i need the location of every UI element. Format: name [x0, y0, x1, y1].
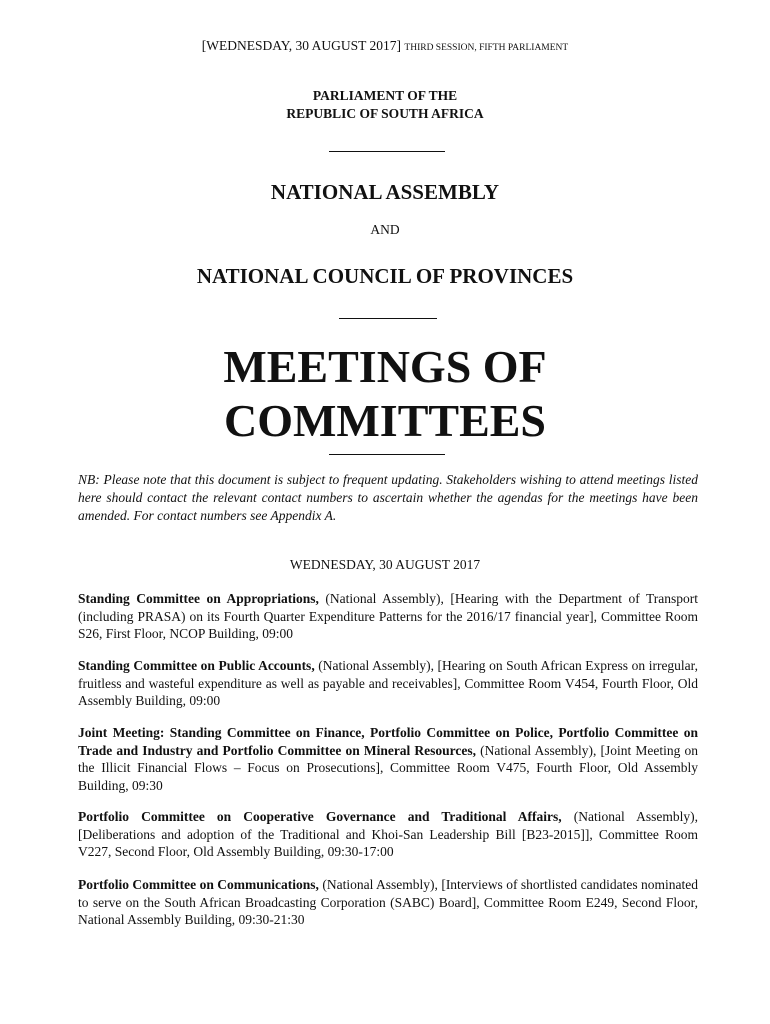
- house-title-ncop: NATIONAL COUNCIL OF PROVINCES: [196, 264, 574, 288]
- updating-notice: NB: Please note that this document is subject to frequent updating. Stakeholders wishing to attend meetings listed here should contact the relevant contact numbers to ascertain whether the agendas for the meetings have been amended. For contact numbers see Appendix A.: [78, 472, 698, 523]
- parliament-line-2: REPUBLIC OF SOUTH AFRICA: [286, 106, 484, 121]
- house-title-national-assembly: NATIONAL ASSEMBLY: [270, 180, 500, 204]
- title-line-1: MEETINGS OF: [223, 341, 547, 392]
- header-session: THIRD SESSION, FIFTH PARLIAMENT: [404, 43, 569, 53]
- meeting-date-heading: WEDNESDAY, 30 AUGUST 2017: [289, 557, 481, 572]
- meeting-details: (National Assembly), [Interviews of shortlisted candidates nominated to serve on the South African Broadcasting Corporation (SABC) Board], Committee Room E249, Second Floor, National Assembly Building, 09:30-21:30: [78, 877, 698, 927]
- committee-name: Portfolio Committee on Communications,: [78, 877, 319, 892]
- document-title: [0, 340, 770, 448]
- meeting-entry: [78, 808, 698, 861]
- meeting-details: (National Assembly), [Hearing with the Department of Transport (including PRASA) on its Fourth Quarter Expenditure Patterns for the 2016/17 financial year], Committee Room S26, First Floor, NCOP Building, 09:00: [78, 591, 699, 641]
- meeting-entry: [78, 876, 698, 929]
- meeting-entry: [78, 724, 698, 794]
- committee-name: Standing Committee on Public Accounts,: [78, 658, 315, 673]
- committee-name: Standing Committee on Appropriations,: [78, 591, 319, 606]
- meeting-entry: [78, 590, 698, 643]
- committee-name: Portfolio Committee on Cooperative Governance and Traditional Affairs,: [78, 809, 562, 824]
- divider-rule-1: [329, 151, 445, 152]
- divider-rule-2: [339, 318, 437, 319]
- title-line-2: COMMITTEES: [223, 395, 547, 446]
- meeting-details: (National Assembly), [Hearing on South African Express on irregular, fruitless and wasteful expenditure as well as payable and receivables], Committee Room V454, Fourth Floor, Old Assembly Building, 09:00: [78, 658, 699, 708]
- conjunction-and: AND: [370, 222, 400, 237]
- parliament-heading: [0, 87, 770, 123]
- meeting-entry: [78, 657, 698, 710]
- running-header: [0, 38, 770, 54]
- header-date: [WEDNESDAY, 30 AUGUST 2017]: [201, 38, 402, 53]
- meeting-details: (National Assembly), [Joint Meeting on the Illicit Financial Flows – Focus on Prosecutions], Committee Room V475, Fourth Floor, Old Assembly Building, 09:30: [78, 742, 698, 793]
- committee-name: Joint Meeting: Standing Committee on Finance, Portfolio Committee on Police, Portfolio Committee on Trade and Industry and Portfolio Committee on Mineral Resources,: [78, 725, 698, 758]
- parliament-line-1: PARLIAMENT OF THE: [312, 88, 458, 103]
- meeting-details: (National Assembly), [Deliberations and adoption of the Traditional and Khoi-San Leadership Bill [B23-2015]], Committee Room V227, Second Floor, Old Assembly Building, 09:30-17:00: [78, 809, 698, 859]
- divider-rule-3: [329, 454, 445, 455]
